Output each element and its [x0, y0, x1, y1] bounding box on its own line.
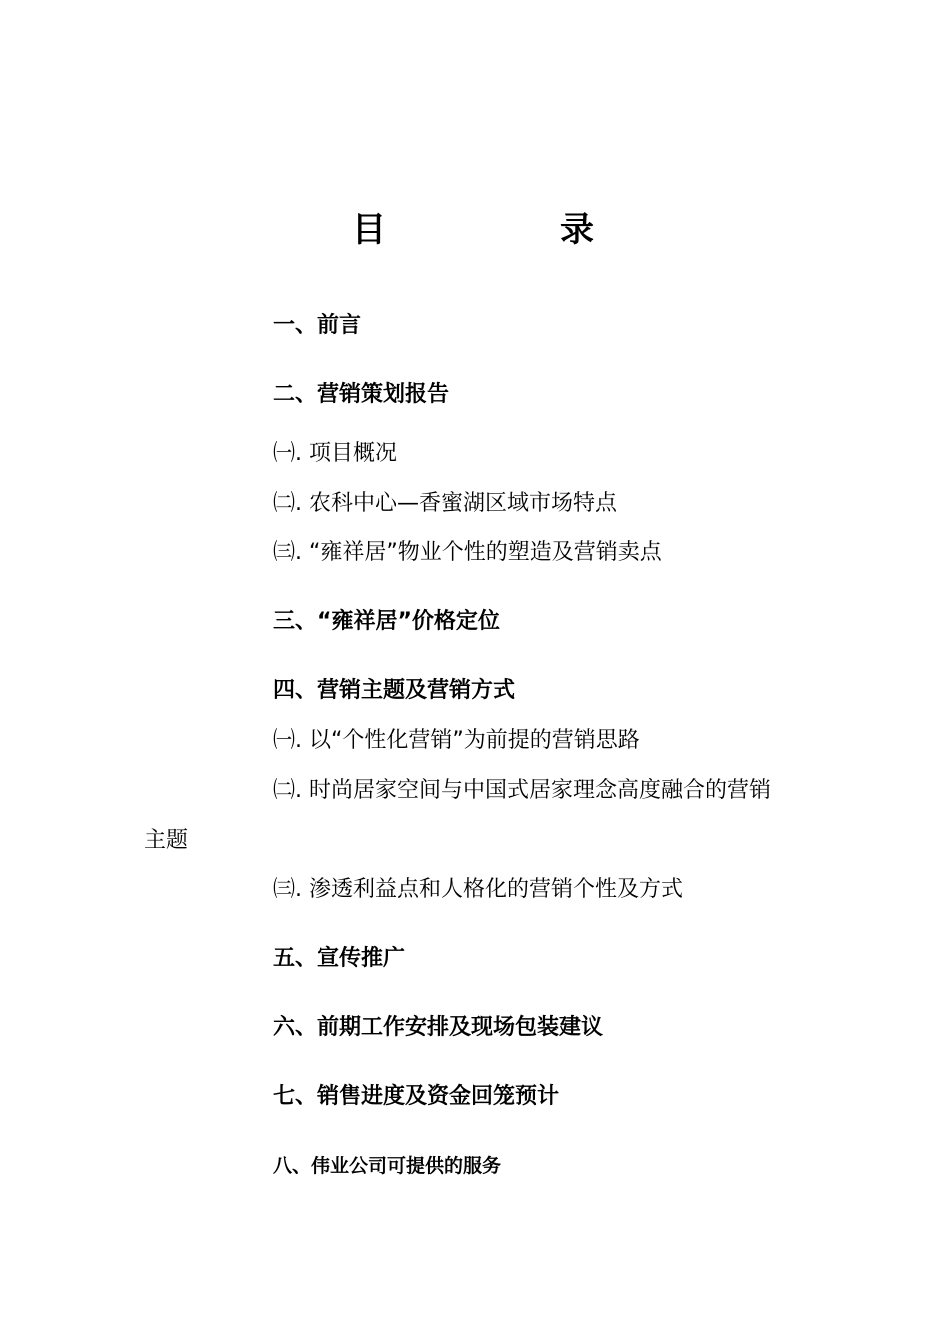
toc-section-marketing-theme: 四、营销主题及营销方式 [273, 678, 516, 703]
toc-section-price-positioning: 三、“雍祥居”价格定位 [273, 609, 500, 634]
title-char-left: 目 [352, 210, 386, 250]
toc-sub-marketing-theme-fusion-continued: 主题 [144, 828, 189, 853]
toc-sub-marketing-theme-fusion: ㈡. 时尚居家空间与中国式居家理念高度融合的营销 [273, 778, 771, 803]
toc-section-sales-progress: 七、销售进度及资金回笼预计 [273, 1084, 560, 1109]
toc-section-promotion: 五、宣传推广 [273, 946, 406, 971]
toc-sub-marketing-approach: ㈠. 以“个性化营销”为前提的营销思路 [273, 728, 640, 753]
title-char-right: 录 [560, 210, 594, 250]
page-title [0, 206, 950, 254]
toc-section-services: 八、伟业公司可提供的服务 [273, 1155, 502, 1177]
toc-section-preface: 一、前言 [273, 313, 362, 338]
toc-sub-marketing-personality: ㈢. 渗透利益点和人格化的营销个性及方式 [273, 877, 683, 902]
toc-sub-project-overview: ㈠. 项目概况 [273, 441, 397, 466]
toc-sub-market-features: ㈡. 农科中心—香蜜湖区域市场特点 [273, 491, 617, 516]
toc-section-early-work: 六、前期工作安排及现场包装建议 [273, 1015, 604, 1040]
toc-section-marketing-report: 二、营销策划报告 [273, 382, 450, 407]
toc-sub-property-identity: ㈢. “雍祥居”物业个性的塑造及营销卖点 [273, 540, 662, 565]
